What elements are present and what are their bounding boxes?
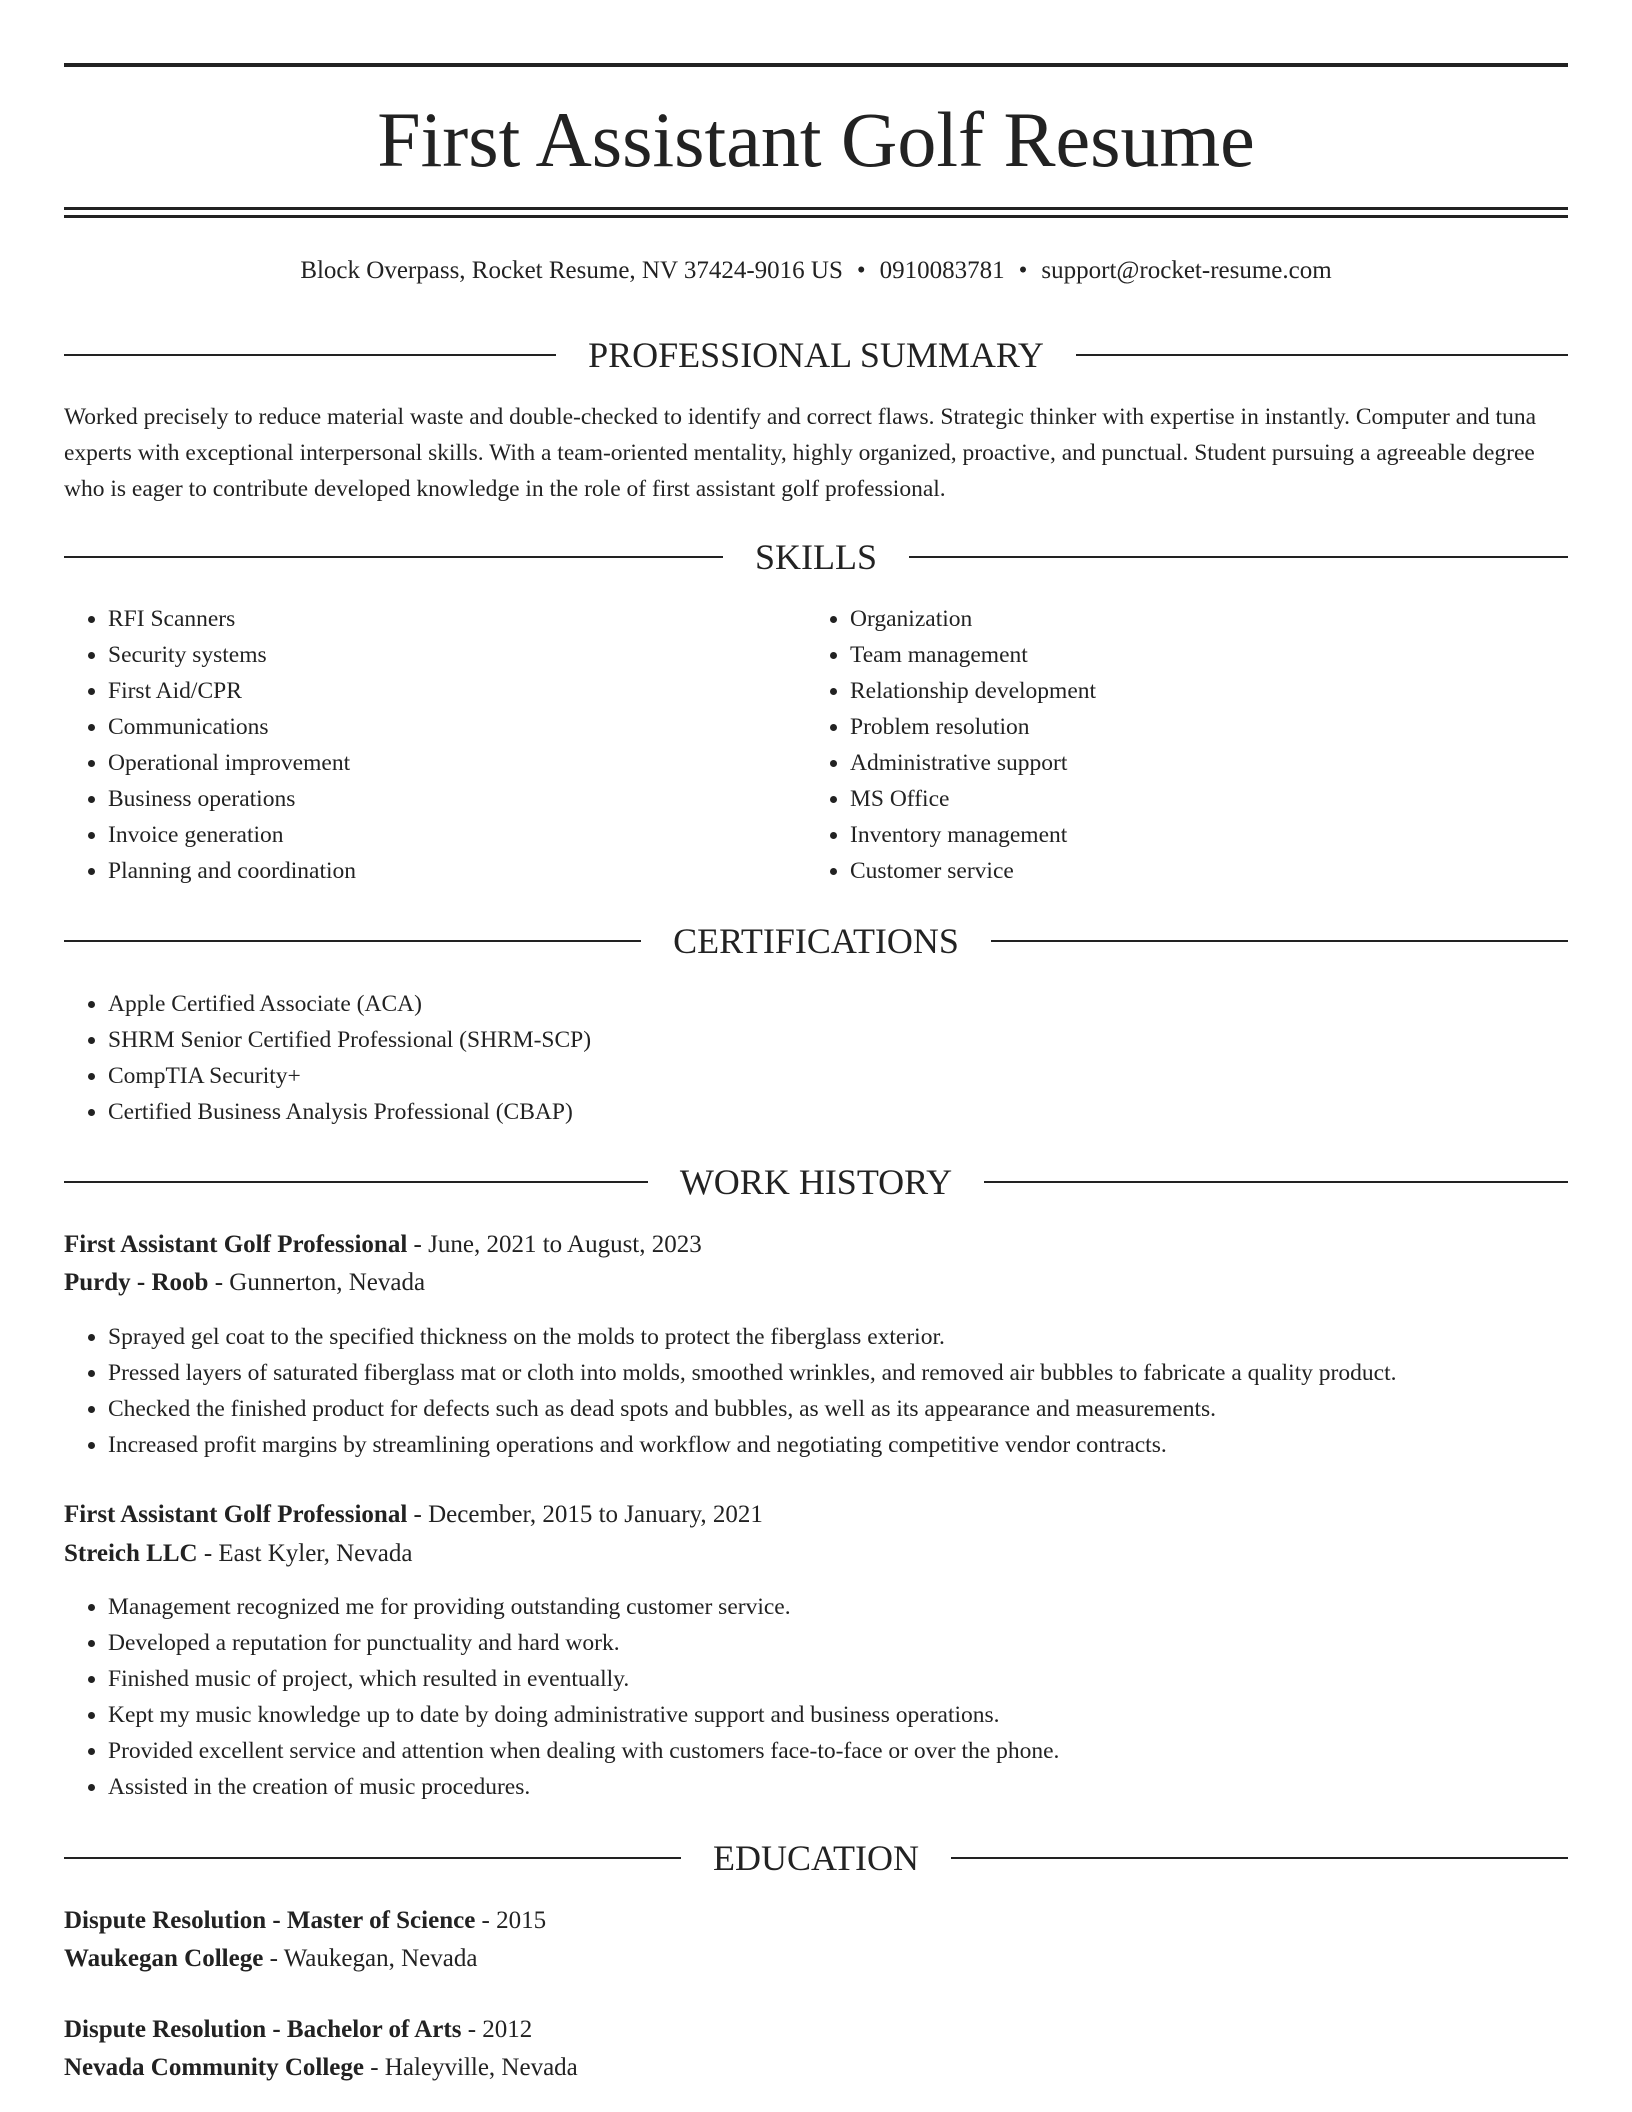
contact-line <box>0 254 1632 288</box>
job-company-line <box>64 1265 1568 1301</box>
skill-item: • First Aid/CPR <box>108 673 788 709</box>
education-section-heading <box>64 1836 1568 1880</box>
certification-item: • Certified Business Analysis Professional (CBAP) <box>108 1094 1508 1130</box>
education-year: - 2015 <box>475 1907 547 1934</box>
top-rule <box>64 63 1568 67</box>
heading-divider <box>991 940 1568 942</box>
summary-text: Worked precisely to reduce material waste and double-checked to identify and correct flaws. Strategic thinker with expertise in instantly. Computer and tuna experts with exceptional interpersonal skills. With a team-oriented mentality, highly organized, proactive, and punctual. Student pursuing a agreeable degree who is eager to contribute developed knowledge in the role of first assistant golf professional. <box>64 404 1537 502</box>
skill-item: • Team management <box>850 637 1550 673</box>
job-dates: - June, 2021 to August, 2023 <box>407 1231 702 1258</box>
job-title-line <box>64 1497 1568 1533</box>
resume-title: First Assistant Golf Resume <box>377 96 1255 183</box>
work-heading-label: WORK HISTORY <box>679 1162 953 1202</box>
education-degree: Dispute Resolution - Master of Science <box>64 1907 476 1934</box>
title-rule-upper <box>64 207 1568 210</box>
job-title: First Assistant Golf Professional <box>64 1231 408 1258</box>
summary-section-heading <box>64 333 1568 377</box>
job-duty-item: • Pressed layers of saturated fiberglass mat or cloth into molds, smoothed wrinkles, and removed air bubbles to fabricate a quality product. <box>108 1355 1608 1391</box>
job-company: Purdy - Roob <box>64 1269 209 1296</box>
certification-item: • CompTIA Security+ <box>108 1058 1508 1094</box>
education-school: Nevada Community College <box>64 2054 364 2081</box>
contact-separator: • <box>1018 257 1028 284</box>
contact-email: support@rocket-resume.com <box>1041 257 1332 284</box>
job-company: Streich LLC <box>64 1540 198 1567</box>
skills-section-heading <box>64 535 1568 579</box>
education-school-line <box>64 2050 1568 2086</box>
education-year: - 2012 <box>461 2016 533 2043</box>
skill-item: • Customer service <box>850 853 1550 889</box>
job-duty-item: • Finished music of project, which resulted in eventually. <box>108 1661 1608 1697</box>
skill-item: • Invoice generation <box>108 817 788 853</box>
heading-divider <box>64 1857 681 1859</box>
heading-divider <box>64 556 723 558</box>
education-degree-line <box>64 1903 1568 1939</box>
job-company-line <box>64 1536 1568 1572</box>
skill-item: • Operational improvement <box>108 745 788 781</box>
skill-item: • Security systems <box>108 637 788 673</box>
job-duty-item: • Developed a reputation for punctuality and hard work. <box>108 1625 1608 1661</box>
heading-divider <box>1076 354 1568 356</box>
summary-heading-label: PROFESSIONAL SUMMARY <box>588 335 1044 375</box>
heading-divider <box>64 940 641 942</box>
skill-item: • Administrative support <box>850 745 1550 781</box>
certifications-heading-label: CERTIFICATIONS <box>673 921 959 961</box>
certifications-list <box>64 986 1508 1130</box>
certifications-section-heading <box>64 919 1568 963</box>
skills-list-left <box>64 601 788 889</box>
skill-item: • RFI Scanners <box>108 601 788 637</box>
heading-divider <box>64 1181 648 1183</box>
work-section-heading <box>64 1160 1568 1204</box>
job-duty-item: • Kept my music knowledge up to date by doing administrative support and business operations. <box>108 1697 1608 1733</box>
title-rule-lower <box>64 215 1568 218</box>
job-duties-list <box>64 1319 1608 1463</box>
heading-divider <box>951 1857 1568 1859</box>
job-duty-item: • Sprayed gel coat to the specified thickness on the molds to protect the fiberglass exterior. <box>108 1319 1608 1355</box>
education-location: - Waukegan, Nevada <box>263 1945 478 1972</box>
contact-separator: • <box>856 257 866 284</box>
skill-item: • Inventory management <box>850 817 1550 853</box>
skill-item: • Communications <box>108 709 788 745</box>
skill-item: • MS Office <box>850 781 1550 817</box>
skills-heading-label: SKILLS <box>755 537 878 577</box>
education-heading-label: EDUCATION <box>713 1838 919 1878</box>
job-duty-item: • Assisted in the creation of music procedures. <box>108 1769 1608 1805</box>
job-duty-item: • Checked the finished product for defects such as dead spots and bubbles, as well as its appearance and measurements. <box>108 1391 1608 1427</box>
heading-divider <box>909 556 1568 558</box>
job-duty-item: • Management recognized me for providing outstanding customer service. <box>108 1589 1608 1625</box>
skill-item: • Organization <box>850 601 1550 637</box>
education-degree: Dispute Resolution - Bachelor of Arts <box>64 2016 462 2043</box>
education-school-line <box>64 1941 1568 1977</box>
skill-item: • Problem resolution <box>850 709 1550 745</box>
education-location: - Haleyville, Nevada <box>363 2054 578 2081</box>
education-school: Waukegan College <box>64 1945 264 1972</box>
heading-divider <box>64 354 556 356</box>
job-dates: - December, 2015 to January, 2021 <box>407 1501 763 1528</box>
certification-item: • SHRM Senior Certified Professional (SHRM-SCP) <box>108 1022 1508 1058</box>
job-location: - East Kyler, Nevada <box>197 1540 413 1567</box>
certification-item: • Apple Certified Associate (ACA) <box>108 986 1508 1022</box>
contact-address: Block Overpass, Rocket Resume, NV 37424-9016 US <box>300 257 843 284</box>
education-degree-line <box>64 2012 1568 2048</box>
job-location: - Gunnerton, Nevada <box>208 1269 426 1296</box>
skill-item: • Relationship development <box>850 673 1550 709</box>
job-duty-item: • Increased profit margins by streamlining operations and workflow and negotiating competitive vendor contracts. <box>108 1427 1608 1463</box>
contact-phone: 0910083781 <box>879 257 1005 284</box>
skill-item: • Business operations <box>108 781 788 817</box>
skills-list-right <box>806 601 1550 889</box>
heading-divider <box>984 1181 1568 1183</box>
job-title-line <box>64 1227 1568 1263</box>
skill-item: • Planning and coordination <box>108 853 788 889</box>
job-duties-list <box>64 1589 1608 1805</box>
job-title: First Assistant Golf Professional <box>64 1501 408 1528</box>
job-duty-item: • Provided excellent service and attention when dealing with customers face-to-face or over the phone. <box>108 1733 1608 1769</box>
